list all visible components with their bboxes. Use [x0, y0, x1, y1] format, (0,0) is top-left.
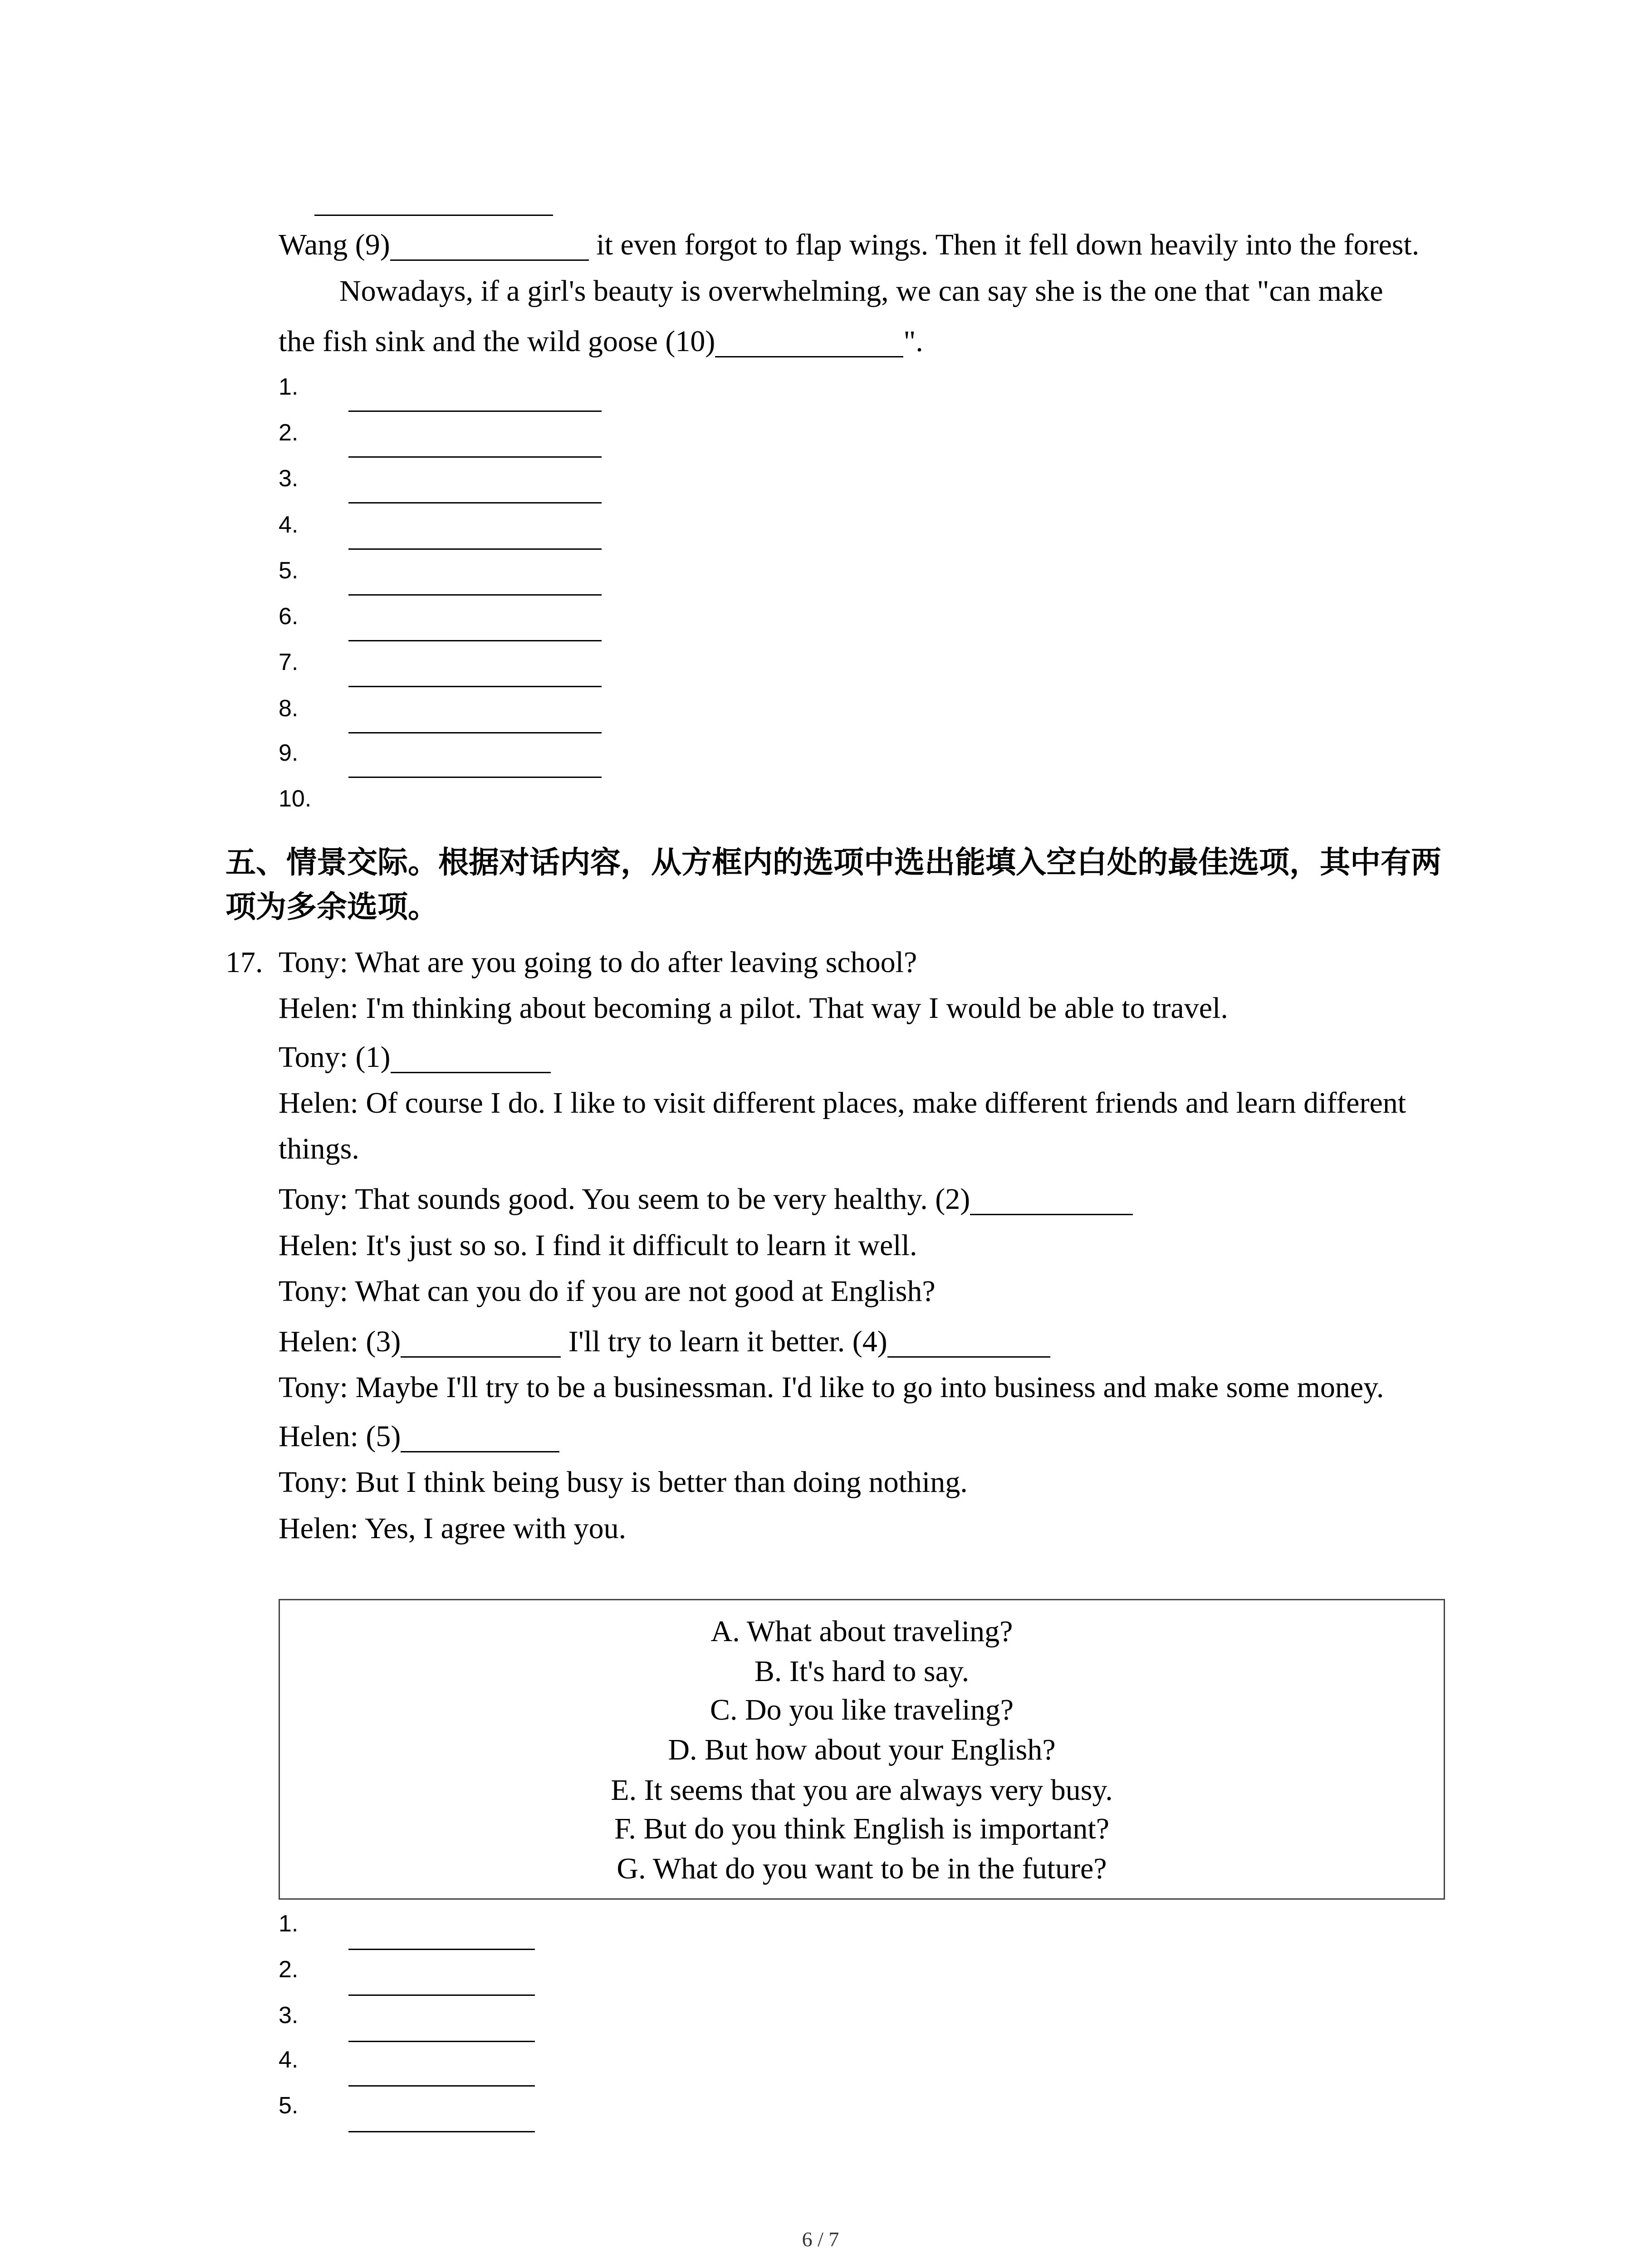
options-box — [279, 1599, 1445, 1900]
question-number: 17. — [225, 946, 263, 979]
q16-answer-row — [279, 601, 642, 646]
passage-line-1-end: it even forgot to flap wings. Then it fell down heavily into the forest. — [588, 228, 1420, 261]
answer-blank-line — [348, 411, 602, 412]
answer-number: 7. — [279, 649, 299, 675]
dialogue-line — [279, 1181, 1133, 1217]
option-g: G. What do you want to be in the future? — [617, 1852, 1107, 1885]
answer-blank-line — [348, 732, 602, 733]
answer-number: 10. — [279, 786, 312, 812]
section-heading-line-2: 项为多余选项。 — [225, 889, 438, 924]
answer-number: 8. — [279, 695, 299, 722]
dialogue-line: Tony: Maybe I'll try to be a businessman. I'd like to go into business and make some money. — [279, 1371, 1384, 1404]
answer-blank-line — [348, 686, 602, 687]
blank-9 — [390, 259, 589, 261]
answer-number: 2. — [279, 1956, 299, 1983]
passage-line-1 — [279, 227, 1419, 263]
dialogue-line: Helen: It's just so so. I find it difficult to learn it well. — [279, 1229, 917, 1262]
passage-line-2: Nowadays, if a girl's beauty is overwhelming, we can say she is the one that "can make — [339, 274, 1383, 308]
dialogue-text: Helen: (5) — [279, 1420, 401, 1453]
answer-number: 6. — [279, 603, 299, 630]
answer-blank-line — [348, 594, 602, 596]
blank-5 — [401, 1451, 559, 1452]
dialogue-line — [279, 1324, 1050, 1360]
answer-number: 1. — [279, 374, 299, 400]
answer-number: 1. — [279, 1911, 299, 1937]
answer-number: 2. — [279, 420, 299, 446]
answer-number: 4. — [279, 2047, 299, 2073]
dialogue-text: Helen: (3) — [279, 1325, 401, 1358]
answer-blank-line — [348, 2085, 535, 2087]
option-a: A. What about traveling? — [710, 1615, 1013, 1648]
q17-answer-row — [279, 2044, 642, 2089]
blank-4 — [887, 1356, 1050, 1358]
page-number: 6 / 7 — [802, 2228, 839, 2251]
answer-blank-line — [348, 548, 602, 550]
dialogue-line: Tony: What are you going to do after leaving school? — [279, 946, 917, 979]
option-c: C. Do you like traveling? — [710, 1693, 1014, 1726]
q16-answer-row — [279, 737, 642, 782]
q16-answer-row — [279, 783, 642, 828]
dialogue-line: Helen: I'm thinking about becoming a pilot. That way I would be able to travel. — [279, 992, 1228, 1025]
answer-number: 5. — [279, 2092, 299, 2119]
dialogue-text: I'll try to learn it better. (4) — [561, 1325, 887, 1358]
q17-answer-row — [279, 1954, 642, 1999]
dialogue-line — [279, 1039, 551, 1075]
blank-3 — [401, 1356, 561, 1358]
q16-answer-row — [279, 509, 642, 554]
dialogue-line: Tony: But I think being busy is better than doing nothing. — [279, 1466, 968, 1499]
answer-blank-line — [348, 640, 602, 641]
answer-blank-line — [348, 777, 602, 778]
carryover-blank-line — [314, 215, 553, 216]
dialogue-line: Tony: What can you do if you are not good at English? — [279, 1275, 936, 1308]
option-d: D. But how about your English? — [668, 1733, 1056, 1766]
answer-number: 9. — [279, 740, 299, 766]
dialogue-line — [279, 1418, 559, 1455]
answer-number: 3. — [279, 465, 299, 492]
q16-answer-row — [279, 646, 642, 692]
q16-answer-row — [279, 417, 642, 462]
answer-number: 4. — [279, 512, 299, 538]
answer-number: 5. — [279, 557, 299, 584]
passage-line-1-start: Wang (9) — [279, 228, 390, 261]
answer-blank-line — [348, 2131, 535, 2132]
answer-blank-line — [348, 1949, 535, 1950]
blank-10 — [715, 356, 903, 357]
option-f: F. But do you think English is important? — [614, 1812, 1110, 1845]
dialogue-text: Tony: (1) — [279, 1041, 391, 1074]
q16-answer-row — [279, 463, 642, 508]
q17-answer-row — [279, 1999, 642, 2045]
answer-number: 3. — [279, 2002, 299, 2028]
passage-line-3-end: ". — [903, 325, 923, 358]
dialogue-text: Tony: That sounds good. You seem to be very healthy. (2) — [279, 1183, 970, 1216]
passage-line-3-start: the fish sink and the wild goose (10) — [279, 325, 715, 358]
blank-1 — [391, 1072, 551, 1073]
section-heading-line-1: 五、情景交际。根据对话内容，从方框内的选项中选出能填入空白处的最佳选项，其中有两 — [225, 845, 1441, 880]
blank-2 — [970, 1214, 1133, 1215]
answer-blank-line — [348, 456, 602, 458]
answer-blank-line — [348, 502, 602, 503]
dialogue-line: things. — [279, 1132, 359, 1165]
dialogue-line: Helen: Yes, I agree with you. — [279, 1512, 627, 1545]
answer-blank-line — [348, 1994, 535, 1996]
answer-blank-line — [348, 2041, 535, 2042]
option-b: B. It's hard to say. — [754, 1655, 970, 1688]
q16-answer-row — [279, 693, 642, 738]
passage-line-3 — [279, 323, 923, 360]
q16-answer-row — [279, 371, 642, 416]
q16-answer-row — [279, 555, 642, 600]
dialogue-line: Helen: Of course I do. I like to visit different places, make different friends and learn different — [279, 1086, 1406, 1119]
q17-answer-row — [279, 1908, 642, 1953]
q17-answer-row — [279, 2090, 642, 2135]
option-e: E. It seems that you are always very busy. — [611, 1774, 1113, 1807]
